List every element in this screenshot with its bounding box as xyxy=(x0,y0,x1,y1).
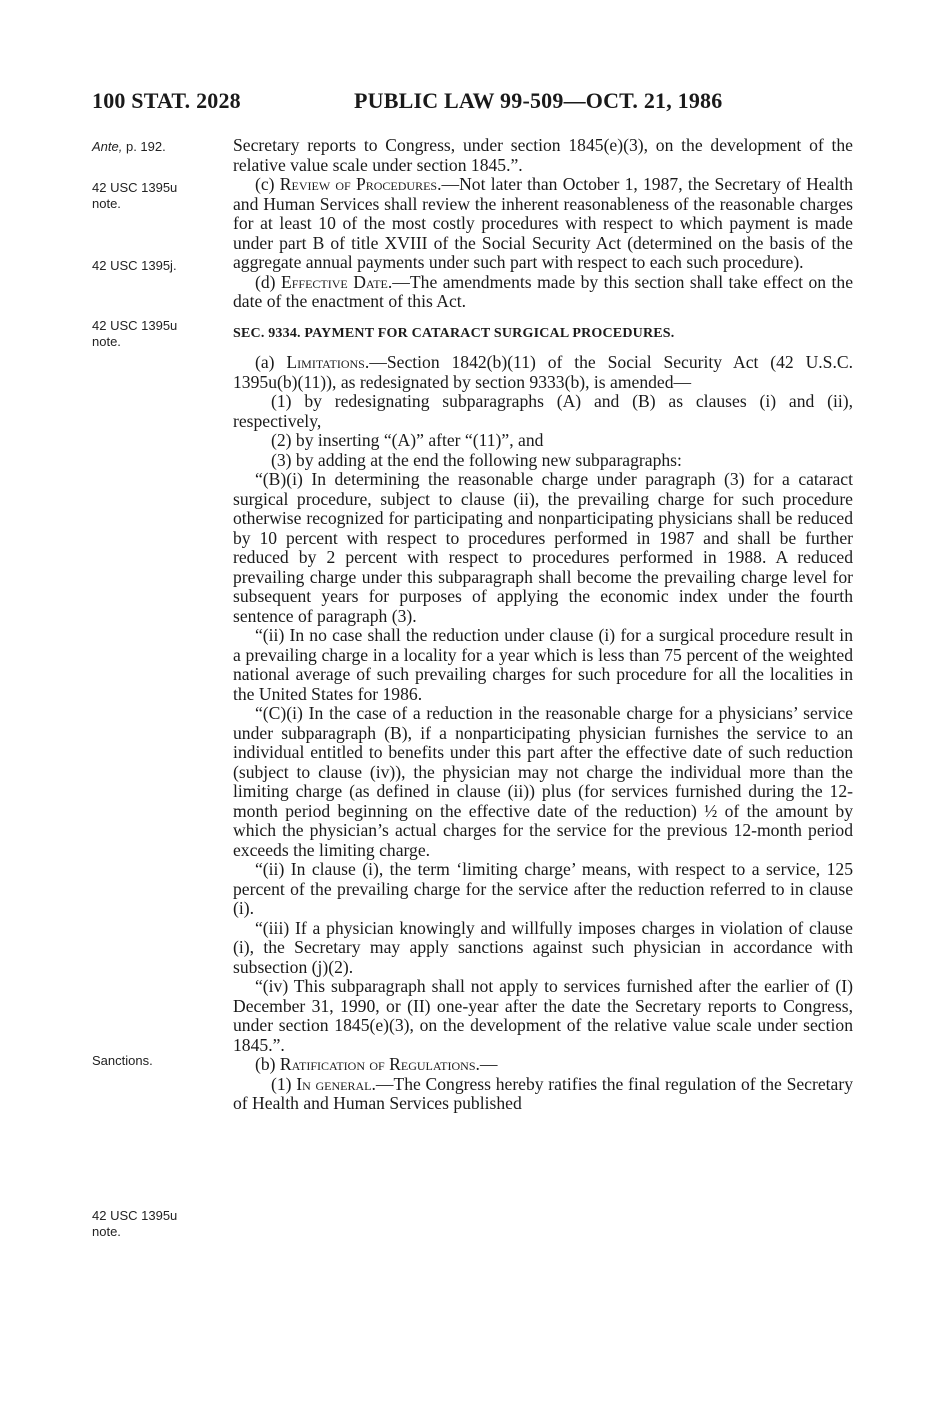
margin-note-ante-page: p. 192. xyxy=(122,139,166,154)
public-law-title: PUBLIC LAW 99-509—OCT. 21, 1986 xyxy=(354,88,723,113)
margin-note-usc-3-line1: 42 USC 1395u xyxy=(92,318,178,333)
margin-note-ante xyxy=(92,139,222,155)
subsection-a-text: .—Section 1842(b)(11) of the Social Security Act (42 U.S.C. 1395u(b)(11)), as redesignated by section 9333(b), is amended— xyxy=(233,352,853,392)
margin-note-usc-3-line2: note. xyxy=(92,334,121,349)
margin-note-usc-4-line2: note. xyxy=(92,1224,121,1239)
margin-note-usc-2-line1: 42 USC 1395j. xyxy=(92,258,177,273)
subsection-a-title: Limitations xyxy=(286,352,365,372)
clause-c-iii: “(iii) If a physician knowingly and willfully imposes charges in violation of clause (i), the Secretary may apply sanctions against such physician in accordance with subsection (j)(2). xyxy=(233,917,853,977)
margin-note-ante-italic: Ante, xyxy=(92,139,123,154)
subsection-d-text: .—The amendments made by this section shall take effect on the date of the enactment of this Act. xyxy=(233,271,853,311)
amendment-item-3: (3) by adding at the end the following new subparagraphs: xyxy=(271,449,682,470)
margin-note-usc-4 xyxy=(92,1208,222,1240)
subsection-b-text: .— xyxy=(475,1054,498,1074)
subsection-b-title: Ratification of Regulations xyxy=(279,1054,476,1074)
margin-note-sanctions xyxy=(92,1053,222,1069)
margin-note-usc-2 xyxy=(92,258,222,274)
clause-c-i: “(C)(i) In the case of a reduction in the reasonable charge for a physicians’ service under subparagraph (B), if a nonparticipating physician furnishes the service to an individual entitled to benefits under this part after the effective date of such reduction (subject to clause (iv)), the physician may not charge the individual more than the limiting charge (as defined in clause (ii)) plus (for services furnished during the 12-month period beginning on the effective date of the reduction) ½ of the amount by which the physician’s actual charges for the service for the previous 12-month period exceeds the limiting charge. xyxy=(233,703,853,860)
clause-c-ii: “(ii) In clause (i), the term ‘limiting charge’ means, with respect to a service, 125 percent of the prevailing charge for the service after the reduction referred to in clause (i). xyxy=(233,859,853,918)
subsection-d-label: (d) xyxy=(255,271,281,292)
subsection-c-label: (c) xyxy=(255,174,280,194)
subsection-c xyxy=(233,175,853,273)
paragraph-b-1-title: In general xyxy=(296,1073,372,1094)
margin-note-usc-1 xyxy=(92,180,222,212)
subsection-d-title: Effective Date xyxy=(280,271,388,292)
paragraph-b-1 xyxy=(233,1075,853,1114)
clause-b-i: “(B)(i) In determining the reasonable charge under paragraph (3) for a cataract surgical procedure, subject to clause (ii), the prevailing charge for such procedure otherwise recognized for participating and nonparticipating physicians shall be reduced by 10 percent with respect to procedures performed in 1987 and shall be further reduced by 2 percent with respect to procedures performed in 1988. A reduced prevailing charge under this subparagraph shall become the prevailing charge level for subsequent years for purposes of applying the economic index under the fourth sentence of paragraph (3). xyxy=(233,469,853,626)
margin-note-usc-3 xyxy=(92,318,222,350)
margin-note-usc-4-line1: 42 USC 1395u xyxy=(92,1208,178,1223)
paragraph-continuation: Secretary reports to Congress, under section 1845(e)(3), on the development of the relative value scale under section 1845.”. xyxy=(233,135,853,175)
subsection-a-label: (a) xyxy=(255,352,287,372)
amendment-item-1: (1) by redesignating subparagraphs (A) and (B) as clauses (i) and (ii), respectively, xyxy=(233,391,853,431)
clause-c-iv: “(iv) This subparagraph shall not apply to services furnished after the earlier of (I) December 31, 1990, or (II) one-year after the date the Secretary reports to Congress, under section 1845(e)(3), on the development of the relative value scale under section 1845.”. xyxy=(233,976,853,1055)
stat-page-number: 100 STAT. 2028 xyxy=(92,88,241,113)
section-heading: SEC. 9334. PAYMENT FOR CATARACT SURGICAL PROCEDURES. xyxy=(233,325,675,341)
amendment-item-2: (2) by inserting “(A)” after “(11)”, and xyxy=(271,430,544,450)
subsection-d xyxy=(233,273,853,312)
paragraph-b-1-label: (1) xyxy=(271,1073,297,1094)
subsection-b-label: (b) xyxy=(255,1054,280,1074)
margin-note-sanctions-text: Sanctions. xyxy=(92,1053,153,1068)
clause-b-ii: “(ii) In no case shall the reduction under clause (i) for a surgical procedure result in a prevailing charge in a locality for a year which is less than 75 percent of the weighted national average of such prevailing charges for such procedure for all the localities in the United States for 1986. xyxy=(233,625,853,704)
page-header xyxy=(92,88,854,118)
subsection-c-text: .—Not later than October 1, 1987, the Secretary of Health and Human Services shall review the inherent reasonableness of the reasonable charges for at least 10 of the most costly procedures with respect to which payment is made under part B of title XVIII of the Social Security Act (determined on the basis of the aggregate annual payments under such part with respect to each such procedure). xyxy=(233,174,853,272)
margin-note-usc-1-line1: 42 USC 1395u xyxy=(92,180,178,195)
margin-note-usc-1-line2: note. xyxy=(92,196,121,211)
body-text xyxy=(233,136,853,1114)
subsection-b xyxy=(233,1055,853,1075)
subsection-a xyxy=(233,353,853,392)
paragraph-b-1-text: .—The Congress hereby ratifies the final regulation of the Secretary of Health and Human Services published xyxy=(233,1073,853,1113)
subsection-c-title: Review of Procedures xyxy=(279,174,438,194)
